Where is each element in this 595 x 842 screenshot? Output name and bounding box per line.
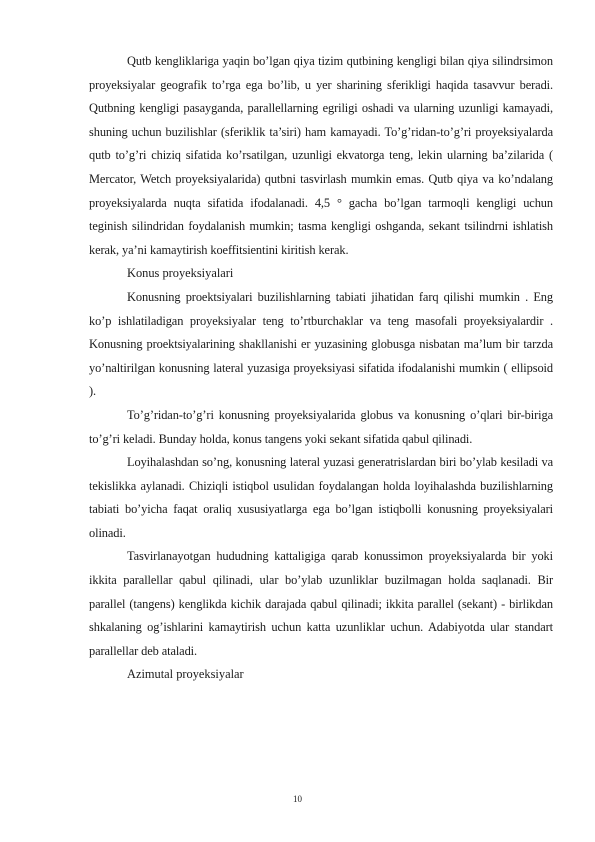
paragraph-direct-conic: To’g’ridan-to’g’ri konusning proyeksiyalarida globus va konusning o’qlari bir-biriga to’g’ri keladi. Bunday holda, konus tangens yoki sekant sifatida qabul qilinadi. bbox=[89, 407, 553, 446]
paragraph-standard-parallels: Tasvirlanayotgan hududning kattaligiga qarab konussimon proyeksiyalarda bir yoki ikkita parallellar qabul qilinadi, ular bo’ylab uzunliklar buzilmagan holda saqlanadi. Bir parallel (tangens) kenglikda kichik darajada qabul qilinadi; ikkita parallel (sekant) - birlikdan shkalaning og’ishlarini kamaytirish uchun katta uzunliklar uchun. Adabiyotda ular standart parallellar deb ataladi. bbox=[89, 549, 553, 658]
paragraph-cone-surface: Loyihalashdan so’ng, konusning lateral yuzasi generatrislardan biri bo’ylab kesiladi va tekislikka aylanadi. Chiziqli istiqbol usulidan foydalangan holda loyihalashda buzilishlarning tabiati bo’yicha faqat oraliq xususiyatlarga ega bo’lgan istiqbolli konusning proyeksiyalari olinadi. bbox=[89, 455, 553, 540]
paragraph-conic-distortions: Konusning proektsiyalari buzilishlarning tabiati jihatidan farq qilishi mumkin . Eng ko’p ishlatiladigan proyeksiyalar teng to’rtburchaklar va teng masofali proyeksiyalardir . Konusning proektsiyalarining shakllanishi er yuzasining globusga nisbatan ma’lum bir tarzda yo’naltirilgan konusning lateral yuzasiga proyeksiyasi sifatida ifodalanishi mumkin ( ellipsoid ). bbox=[89, 289, 553, 399]
heading-conic-projections: Konus proyeksiyalari bbox=[127, 266, 234, 281]
paragraph-cylindrical-projections: Qutb kengliklariga yaqin bo’lgan qiya tizim qutbining kengligi bilan qiya silindrsimon proyeksiyalar geografik to’rga ega bo’lib, u yer sharining sferikligi haqida tasavvur beradi. Qutbning kengligi pasayganda, parallellarning egriligi oshadi va ularning uzunligi kamayadi, shuning uchun buzilishlar (sferiklik ta’siri) ham kamayadi. To’g’ridan-to’g’ri proyeksiyalarda qutb to’g’ri chiziq sifatida ko’rsatilgan, uzunligi ekvatorga teng, lekin ularning ba’zilarida ( Mercator, Wetch proyeksiyalarida) qutbni tasvirlash mumkin emas. Qutb qiya va ko’ndalang proyeksiyalarda nuqta sifatida ifodalanadi. 4,5 ° gacha bo’lgan tarmoqli kengligi uchun teginish silindridan foydalanish mumkin; tasma kengligi oshganda, sekant tsilindrni ishlatish kerak, ya’ni kamaytirish koeffitsientini kiritish kerak. bbox=[89, 54, 553, 257]
document-page bbox=[89, 50, 553, 687]
page-number: 10 bbox=[293, 794, 302, 804]
heading-azimuthal-projections: Azimutal proyeksiyalar bbox=[127, 667, 244, 682]
